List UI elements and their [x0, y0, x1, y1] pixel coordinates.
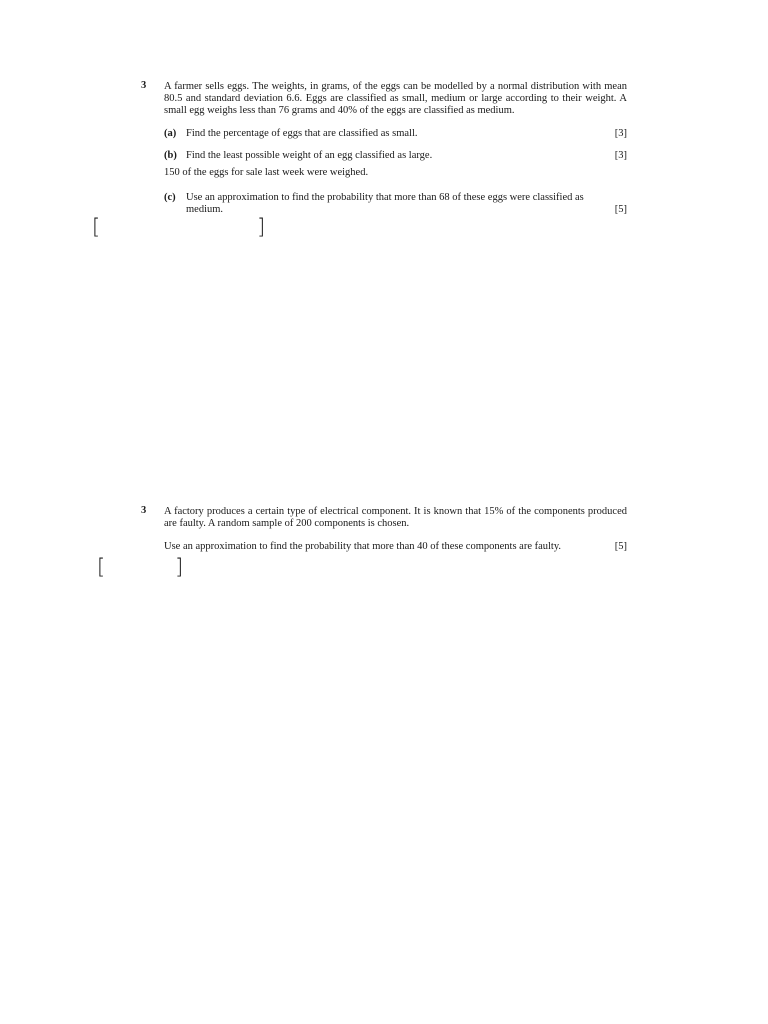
part-c-text: Use an approximation to find the probability that more than 68 of these eggs were classified as	[186, 192, 584, 203]
part-b-marks: [3]	[614, 150, 627, 161]
part-c-text-continued: medium.	[186, 204, 224, 215]
part-b-text: Find the least possible weight of an egg classified as large.	[186, 150, 433, 161]
part-a-text: Find the percentage of eggs that are classified as small.	[186, 128, 418, 139]
question-2-marks: [5]	[614, 541, 627, 552]
question-1-part-a	[164, 128, 418, 140]
part-a-marks: [3]	[614, 128, 627, 139]
question-1-number: 3	[141, 80, 147, 91]
question-2-intro: A factory produces a certain type of electrical component. It is known that 15% of the components produced are faulty. A random sample of 200 components is chosen.	[164, 506, 627, 529]
part-c-marks: [5]	[614, 204, 627, 215]
part-a-label: (a)	[164, 128, 177, 139]
answer-box-2-close-bracket: ]	[175, 555, 184, 579]
question-1-part-c	[164, 192, 584, 204]
question-2-question: Use an approximation to find the probability that more than 40 of these components are faulty.	[164, 541, 562, 552]
answer-box-2-open-bracket: [	[97, 555, 106, 579]
answer-box-1-close-bracket: ]	[257, 215, 266, 239]
answer-box-1-open-bracket: [	[92, 215, 101, 239]
part-b-label: (b)	[164, 150, 177, 161]
part-c-label: (c)	[164, 192, 176, 203]
question-1-part-b	[164, 150, 432, 162]
question-1-stem: 150 of the eggs for sale last week were weighed.	[164, 167, 369, 178]
question-2-number: 3	[141, 505, 147, 516]
question-1-intro: A farmer sells eggs. The weights, in grams, of the eggs can be modelled by a normal distribution with mean 80.5 and standard deviation 6.6. Eggs are classified as small, medium or large according to their weight. A small egg weighs less than 76 grams and 40% of the eggs are classified as medium.	[164, 81, 627, 116]
